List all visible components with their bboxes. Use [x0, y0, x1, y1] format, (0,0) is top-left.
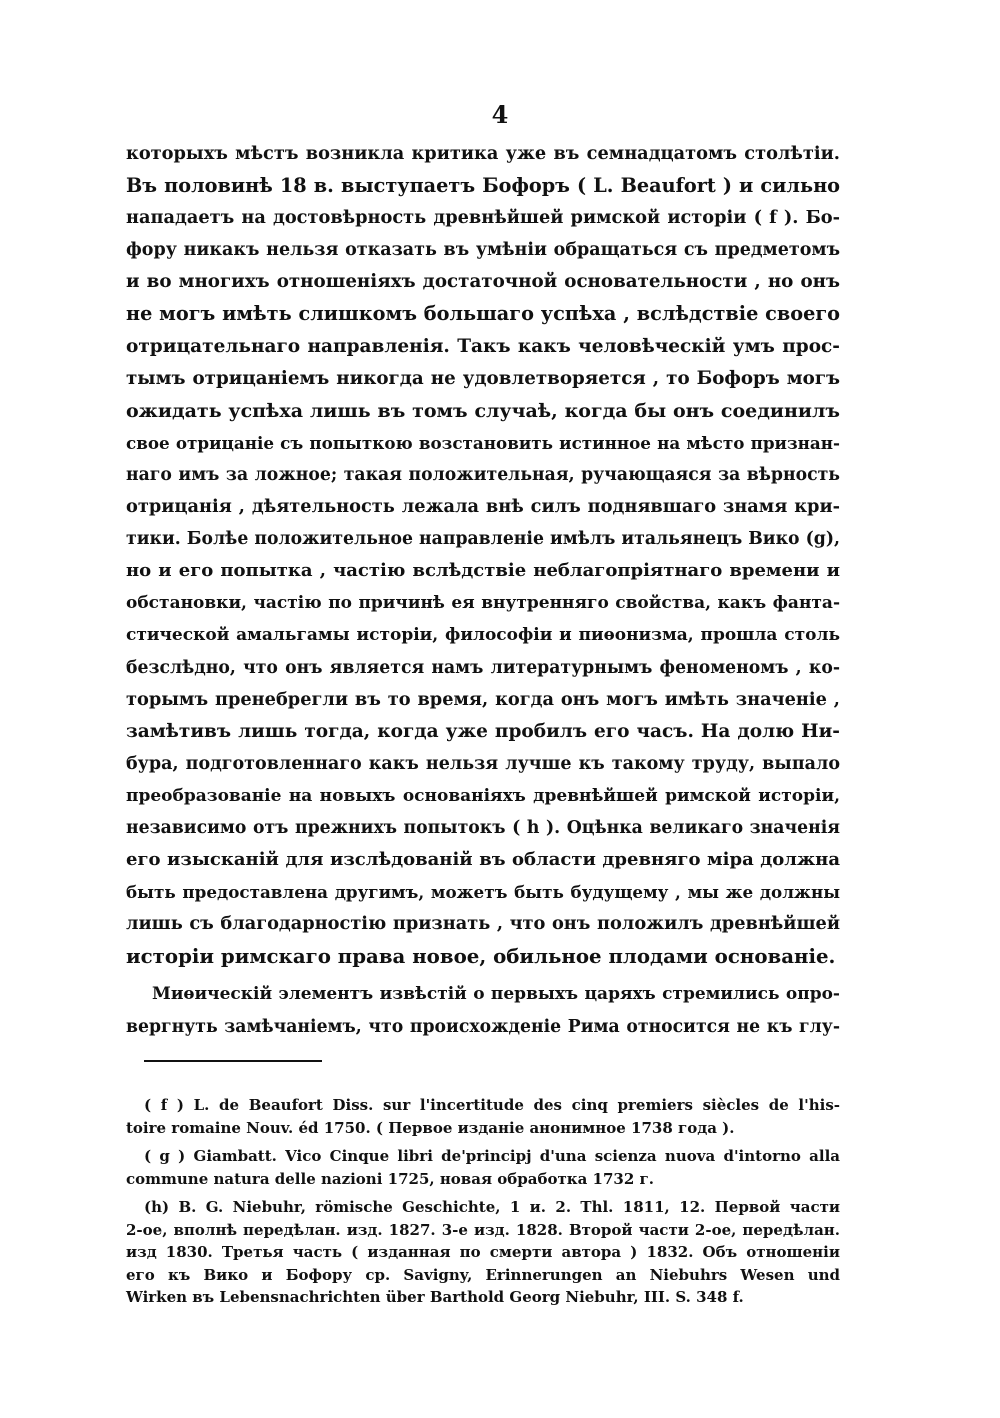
footnote-line: изд 1830. Третья часть ( изданная по смерти автора ) 1832. Объ отношеніи — [126, 1243, 840, 1261]
text-line: независимо отъ прежнихъ попытокъ ( h ). Оцѣнка великаго значенія — [126, 817, 840, 838]
text-line: отрицанія , дѣятельность лежала внѣ силъ поднявшаго знамя кри- — [126, 496, 840, 518]
footnote-line: (h) B. G. Niebuhr, römische Geschichte, 1 и. 2. Thl. 1811, 12. Первой части — [144, 1198, 840, 1216]
text-line: свое отрицаніе съ попыткою возстановить истинное на мѣсто признан- — [126, 432, 840, 453]
footnote-line: Wirken въ Lebensnachrichten über Barthold Georg Niebuhr, III. S. 348 f. — [126, 1288, 744, 1306]
text-line: вергнуть замѣчаніемъ, что происхожденіе Рима относится не къ глу- — [126, 1016, 840, 1037]
text-line: тики. Болѣе положительное направленіе имѣлъ итальянецъ Вико (g), — [126, 529, 840, 550]
text-line: не могъ имѣть слишкомъ большаго успѣха , вслѣдствіе своего — [126, 302, 840, 326]
text-line: исторіи римскаго права новое, обильное плодами основаніе. — [126, 944, 836, 969]
footnote-line: commune natura delle nazioni 1725, новая обработка 1732 г. — [126, 1169, 654, 1188]
text-line: Въ половинѣ 18 в. выступаетъ Бофоръ ( L. Beaufort ) и сильно — [126, 174, 840, 198]
text-line: фору никакъ нельзя отказать въ умѣніи обращаться съ предметомъ — [126, 240, 840, 261]
text-line: бура, подготовленнаго какъ нельзя лучше къ такому труду, выпало — [126, 753, 840, 774]
text-line: обстановки, частію по причинѣ ея внутренняго свойства, какъ фанта- — [126, 593, 840, 614]
footnotes — [126, 1094, 840, 1315]
text-line: преобразованіе на новыхъ основаніяхъ древнѣйшей римской исторіи, — [126, 785, 840, 806]
main-text — [126, 138, 840, 1043]
footnote-line: 2-ое, вполнѣ передѣлан. изд. 1827. 3-е изд. 1828. Второй части 2-ое, передѣлан. — [126, 1220, 840, 1239]
text-line: его изысканій для изслѣдованій въ области древняго міра должна — [126, 849, 840, 871]
footnote-f — [126, 1094, 840, 1139]
text-line: нападаетъ на достовѣрность древнѣйшей римской исторіи ( f ). Бо- — [126, 207, 840, 229]
paragraph-start-line: Миѳическій элементъ извѣстій о первыхъ царяхъ стремились опро- — [152, 984, 840, 1005]
footnote-h — [126, 1196, 840, 1309]
text-line: тымъ отрицаніемъ никогда не удовлетворяется , то Бофоръ могъ — [126, 367, 840, 389]
text-line: торымъ пренебрегли въ то время, когда онъ могъ имѣть значеніе , — [126, 688, 840, 710]
text-line: которыхъ мѣстъ возникла критика уже въ семнадцатомъ столѣтіи. — [126, 143, 840, 164]
text-line: ожидать успѣха лишь въ томъ случаѣ, когда бы онъ соединилъ — [126, 399, 840, 422]
text-line: наго имъ за ложное; такая положительная, ручающаяся за вѣрность — [126, 464, 840, 485]
text-line: отрицательнаго направленія. Такъ какъ человѣческій умъ прос- — [126, 335, 840, 357]
footnote-line: ( g ) Giambatt. Vico Cinque libri de'principj d'una scienza nuova d'intorno alla — [144, 1147, 840, 1165]
page-number: 4 — [491, 100, 509, 129]
text-line: но и его попытка , частію вслѣдствіе неблагопріятнаго времени и — [126, 560, 840, 582]
text-line: замѣтивъ лишь тогда, когда уже пробилъ его часъ. На долю Ни- — [126, 720, 840, 742]
text-line: и во многихъ отношеніяхъ достаточной основательности , но онъ — [126, 271, 840, 293]
footnote-line: toire romaine Nouv. éd 1750. ( Первое изданіе анонимное 1738 года ). — [126, 1118, 735, 1137]
footnote-line: его къ Вико и Бофору ср. Savigny, Erinnerungen an Niebuhrs Wesen und — [126, 1265, 840, 1284]
text-line: стической амальгамы исторіи, философіи и пиѳонизма, прошла столь — [126, 625, 840, 646]
text-line: быть предоставлена другимъ, можетъ быть будущему , мы же должны — [126, 882, 840, 903]
text-line: безслѣдно, что онъ является намъ литературнымъ феноменомъ , ко- — [126, 657, 840, 678]
footnote-line: ( f ) L. de Beaufort Diss. sur l'incertitude des cinq premiers siècles de l'his- — [144, 1096, 840, 1114]
footnote-g — [126, 1145, 840, 1190]
text-line: лишь съ благодарностію признать , что онъ положилъ древнѣйшей — [126, 913, 840, 935]
footnote-divider — [144, 1060, 322, 1062]
